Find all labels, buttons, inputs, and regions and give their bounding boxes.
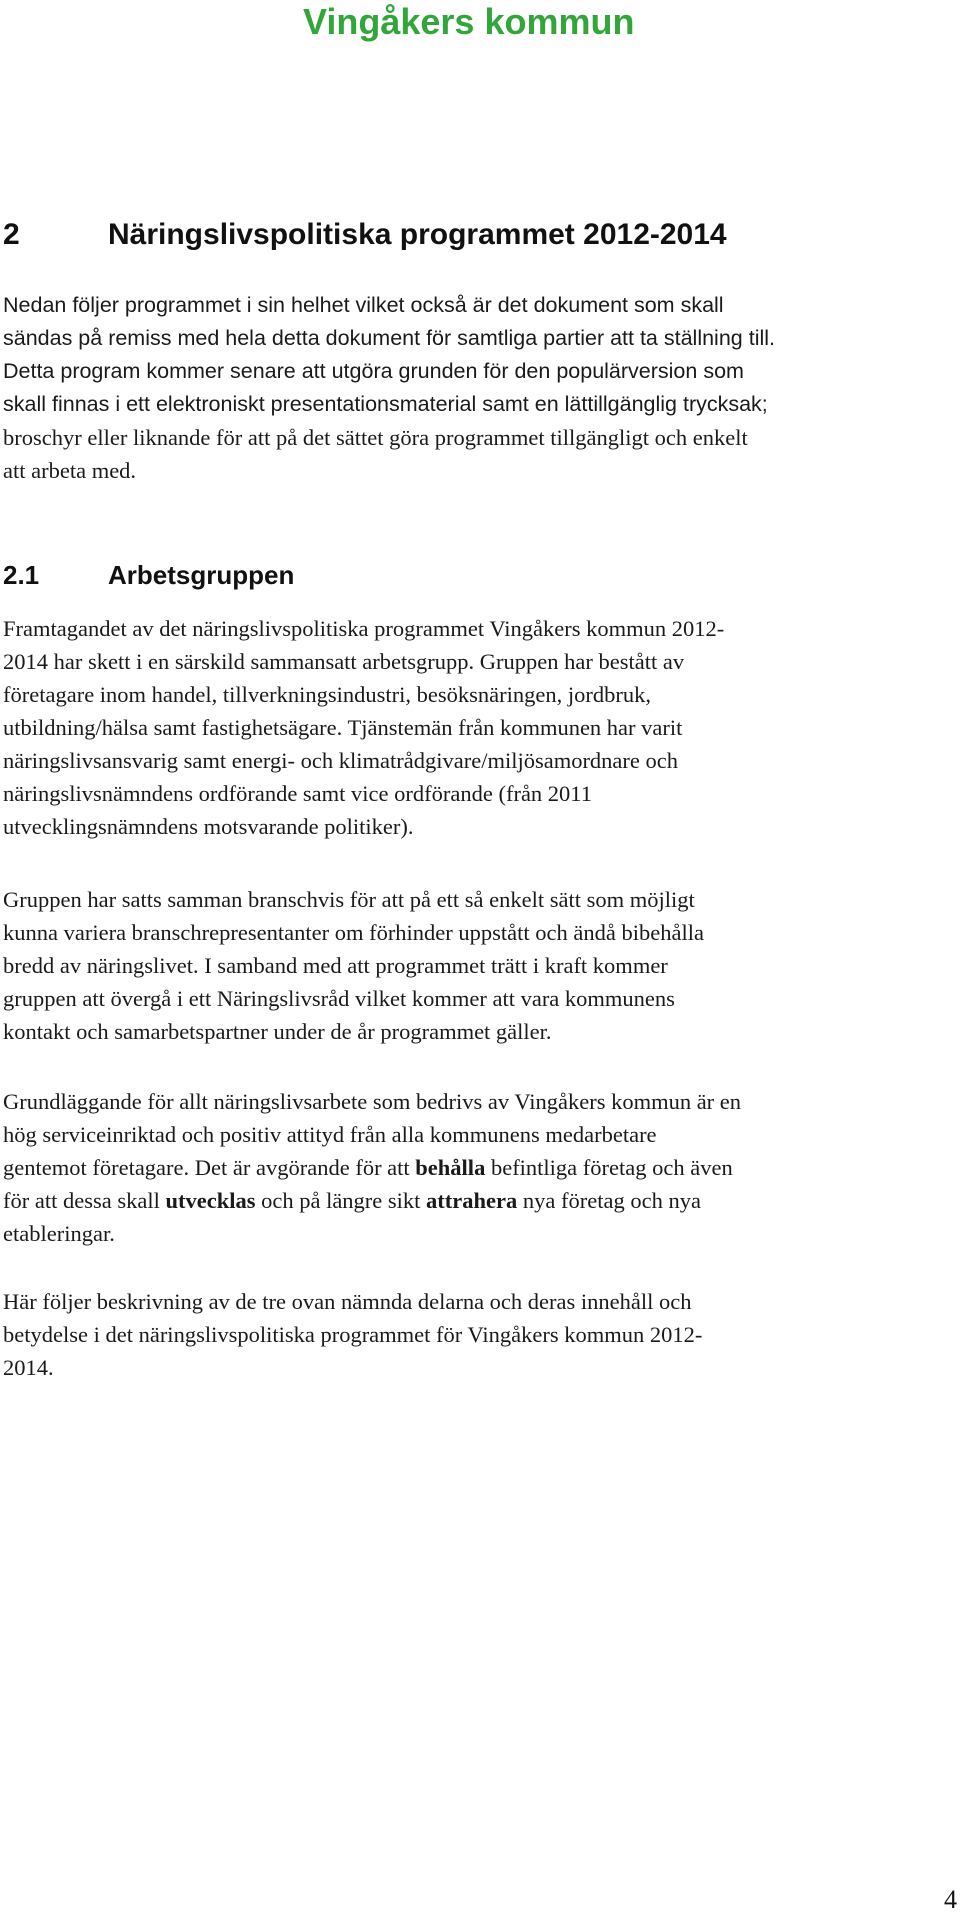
paragraph-line: Nedan följer programmet i sin helhet vilket också är det dokument som skall (3, 293, 724, 317)
paragraph-line: Framtagandet av det näringslivspolitiska programmet Vingåkers kommun 2012- (3, 616, 725, 641)
paragraph-line: Grundläggande för allt näringslivsarbete som bedrivs av Vingåkers kommun är en (3, 1089, 742, 1114)
emphasis-behalla: behålla (415, 1155, 486, 1180)
paragraph-arbetsgruppen-4 (3, 1285, 948, 1384)
paragraph-line: utvecklingsnämndens motsvarande politiker). (3, 814, 414, 839)
text-run: nya företag och nya (517, 1188, 701, 1213)
paragraph-line: utbildning/hälsa samt fastighetsägare. Tjänstemän från kommunen har varit (3, 715, 683, 740)
paragraph-line: näringslivsansvarig samt energi- och klimatrådgivare/miljösamordnare och (3, 748, 679, 773)
paragraph-line: Detta program kommer senare att utgöra grunden för den populärversion som (3, 359, 744, 383)
paragraph-line: kunna variera branschrepresentanter om förhinder uppstått och ändå bibehålla (3, 920, 704, 945)
organization-name: Vingåkers kommun (303, 1, 635, 42)
intro-paragraph (3, 289, 948, 487)
paragraph-line: 2014 har skett i en särskild sammansatt arbetsgrupp. Gruppen har bestått av (3, 649, 685, 674)
paragraph-line: 2014. (3, 1355, 54, 1380)
subsection-title: Arbetsgruppen (108, 560, 295, 590)
paragraph-line: Gruppen har satts samman branschvis för att på ett så enkelt sätt som möjligt (3, 887, 695, 912)
section-heading (3, 215, 727, 255)
emphasis-attrahera: attrahera (426, 1188, 518, 1213)
section-number: 2 (3, 218, 20, 251)
text-run: gentemot företagare. Det är avgörande för att (3, 1155, 416, 1180)
text-run: och på längre sikt (255, 1188, 427, 1213)
paragraph-arbetsgruppen-2 (3, 883, 948, 1048)
paragraph-line: bredd av näringslivet. I samband med att programmet trätt i kraft kommer (3, 953, 668, 978)
paragraph-line: att arbeta med. (3, 458, 137, 483)
section-title: Näringslivspolitiska programmet 2012-2014 (108, 218, 727, 251)
paragraph-line (3, 1184, 948, 1217)
paragraph-line: Här följer beskrivning av de tre ovan nämnda delarna och deras innehåll och (3, 1289, 692, 1314)
paragraph-line: betydelse i det näringslivspolitiska programmet för Vingåkers kommun 2012- (3, 1322, 703, 1347)
paragraph-line: hög serviceinriktad och positiv attityd från alla kommunens medarbetare (3, 1122, 657, 1147)
text-run: för att dessa skall (3, 1188, 166, 1213)
paragraph-line (3, 1151, 948, 1184)
subsection-number: 2.1 (3, 560, 40, 590)
page-number: 4 (944, 1885, 957, 1914)
subsection-heading (3, 557, 294, 593)
paragraph-line: sändas på remiss med hela detta dokument för samtliga partier att ta ställning till. (3, 326, 775, 350)
paragraph-line: etableringar. (3, 1221, 115, 1246)
paragraph-line: företagare inom handel, tillverkningsindustri, besöksnäringen, jordbruk, (3, 682, 651, 707)
paragraph-line: broschyr eller liknande för att på det sättet göra programmet tillgängligt och enkelt (3, 425, 748, 450)
text-run: befintliga företag och även (485, 1155, 733, 1180)
paragraph-line: kontakt och samarbetspartner under de år programmet gäller. (3, 1019, 552, 1044)
paragraph-line: skall finnas i ett elektroniskt presentationsmaterial samt en lättillgänglig trycksak; (3, 392, 768, 416)
paragraph-line: näringslivsnämndens ordförande samt vice ordförande (från 2011 (3, 781, 592, 806)
paragraph-arbetsgruppen-3 (3, 1085, 948, 1250)
paragraph-arbetsgruppen-1 (3, 612, 948, 843)
paragraph-line: gruppen att övergå i ett Näringslivsråd vilket kommer att vara kommunens (3, 986, 675, 1011)
emphasis-utvecklas: utvecklas (165, 1188, 256, 1213)
